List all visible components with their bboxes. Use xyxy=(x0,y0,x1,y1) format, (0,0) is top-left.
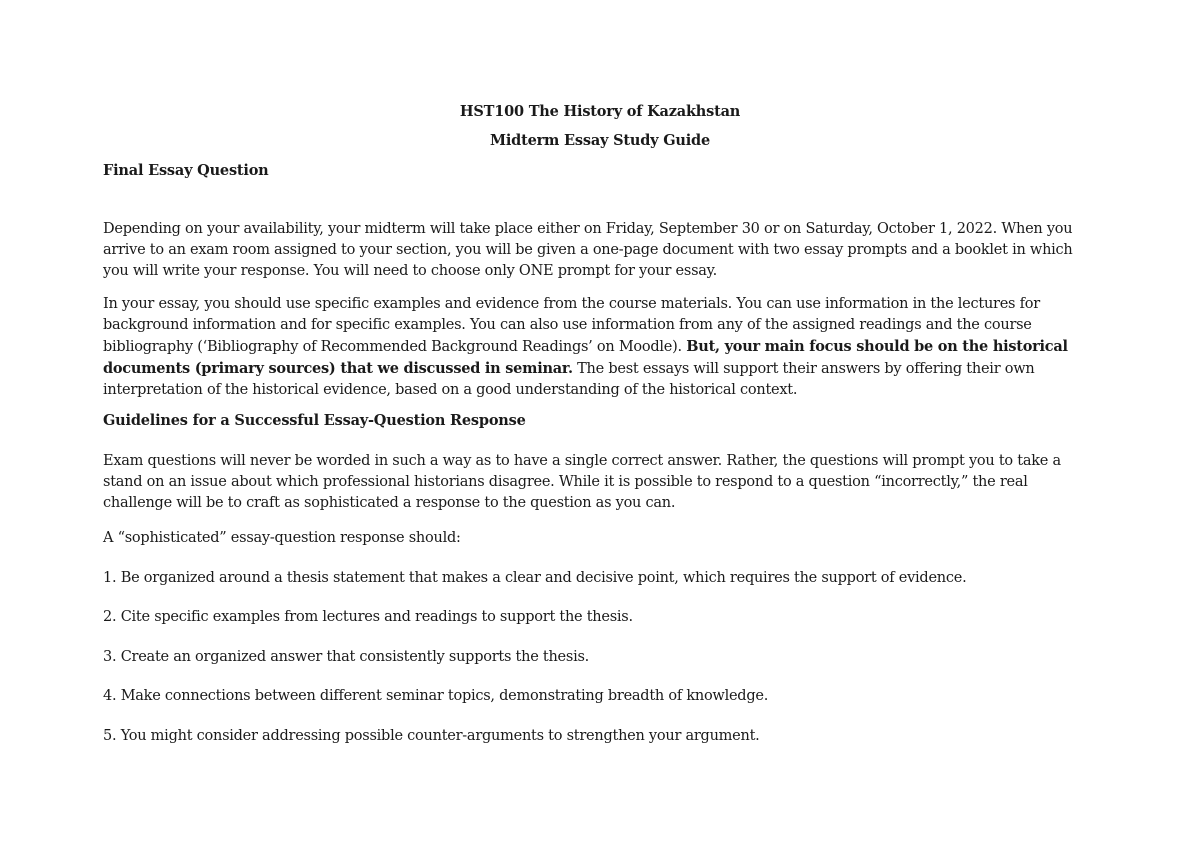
paragraph-exam-questions: Exam questions will never be worded in such a way as to have a single correct answer. Rather, the questions will prompt you to take a stand on an issue about which professional historians disagree. While it is possible to respond to a question “incorrectly,” the real challenge will be to craft as sophisticated a response to the question as you can. xyxy=(103,453,1061,511)
list-item: 1. Be organized around a thesis statement that makes a clear and decisive point, which requires the support of evidence. xyxy=(103,570,967,586)
document-title: Midterm Essay Study Guide xyxy=(489,132,711,149)
section-heading-guidelines: Guidelines for a Successful Essay-Question Response xyxy=(103,412,526,429)
paragraph-evidence-text-a: In your essay, you should use specific examples and evidence from the course materials. You can use information in the lectures for background information and for specific examples. You can also use information from any of the assigned readings and the course bibliography (‘Bibliography of Recommended Background Readings’ on Moodle). xyxy=(103,296,1040,355)
paragraph-evidence xyxy=(103,294,1093,401)
paragraph-evidence-text-b: The best essays will support their answers by offering their own interpretation of the historical evidence, based on a good understanding of the historical context. xyxy=(103,361,1035,398)
course-title: HST100 The History of Kazakhstan xyxy=(459,103,741,120)
list-item: 5. You might consider addressing possible counter-arguments to strengthen your argument. xyxy=(103,728,760,744)
list-item: 2. Cite specific examples from lectures and readings to support the thesis. xyxy=(103,609,633,625)
list-item: 4. Make connections between different seminar topics, demonstrating breadth of knowledge. xyxy=(103,688,769,704)
paragraph-availability: Depending on your availability, your midterm will take place either on Friday, September 30 or on Saturday, October 1, 2022. When you arrive to an exam room assigned to your section, you will be given a one-page document with two essay prompts and a booklet in which you will write your response. You will need to choose only ONE prompt for your essay. xyxy=(103,221,1073,279)
document-page xyxy=(103,0,1093,848)
list-item: 3. Create an organized answer that consistently supports the thesis. xyxy=(103,649,590,665)
list-intro: A “sophisticated” essay-question response should: xyxy=(103,530,461,546)
paragraph-evidence-bold: But, your main focus should be on the historical documents (primary sources) that we discussed in seminar. xyxy=(103,338,1068,377)
section-heading-final-essay: Final Essay Question xyxy=(103,162,269,179)
